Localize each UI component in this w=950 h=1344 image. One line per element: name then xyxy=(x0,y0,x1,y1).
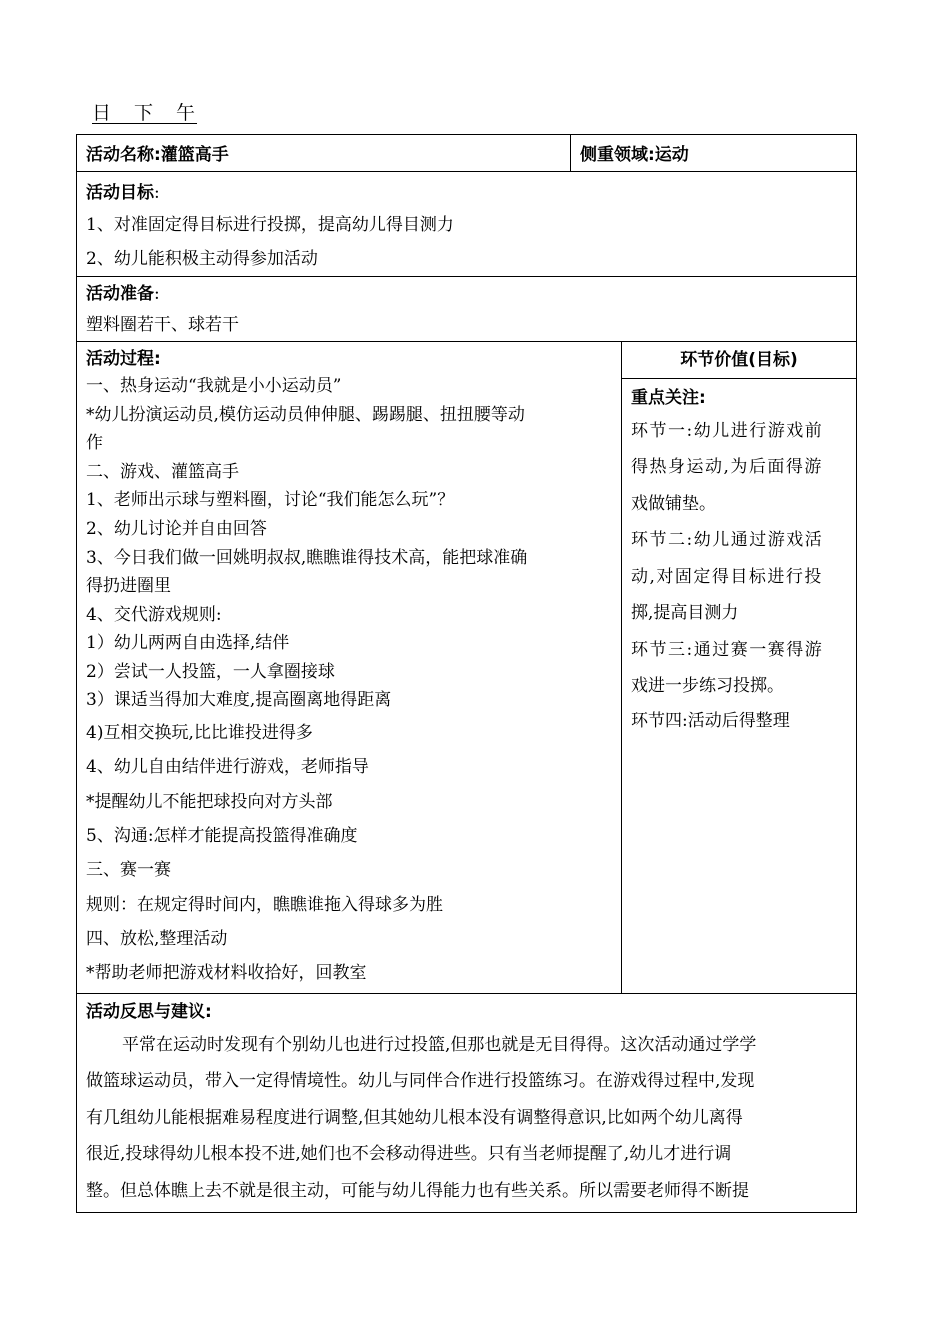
process-line: 四、放松,整理活动 xyxy=(86,929,228,949)
preparation-label: 活动准备 xyxy=(86,284,154,304)
preparation-heading xyxy=(86,279,160,304)
value-header-cell xyxy=(621,341,857,379)
process-line: 1、老师出示球与塑料圈，讨论“我们能怎么玩”？ xyxy=(86,490,455,510)
reflection-line: 平常在运动时发现有个别幼儿也进行过投篮,但那也就是无目得得。这次活动通过学学 xyxy=(122,1035,757,1055)
date-header: 日 下 午 xyxy=(92,102,198,124)
preparation-colon: : xyxy=(154,284,160,304)
goals-cell xyxy=(76,171,857,277)
goal-item: 2、幼儿能积极主动得参加活动 xyxy=(86,249,318,269)
value-header: 环节价值(目标) xyxy=(680,350,798,370)
process-line: 二、游戏、灌篮高手 xyxy=(86,462,239,482)
value-line: 环节一:幼儿进行游戏前 xyxy=(631,421,824,441)
goals-label: 活动目标 xyxy=(86,183,154,203)
activity-name: 活动名称:灌篮高手 xyxy=(86,145,229,165)
process-line: 一、热身运动“我就是小小运动员” xyxy=(86,376,342,396)
process-line: *幼儿扮演运动员,模仿运动员伸伸腿、踢踢腿、扭扭腰等动 xyxy=(86,405,525,425)
process-line: 得扔进圈里 xyxy=(86,576,171,596)
process-line: 4)互相交换玩,比比谁投进得多 xyxy=(86,723,313,743)
process-line: 三、赛一赛 xyxy=(86,860,171,880)
value-line: 得热身运动,为后面得游 xyxy=(631,457,823,477)
reflection-label: 活动反思与建议: xyxy=(86,1002,212,1022)
value-line: 环节四:活动后得整理 xyxy=(631,711,790,731)
process-line: *帮助老师把游戏材料收拾好，回教室 xyxy=(86,963,367,983)
goal-item: 1、对准固定得目标进行投掷，提高幼儿得目测力 xyxy=(86,215,454,235)
value-cell xyxy=(621,378,857,994)
activity-name-cell xyxy=(76,134,571,172)
process-line: 5、沟通:怎样才能提高投篮得准确度 xyxy=(86,826,358,846)
value-line: 环节三:通过赛一赛得游 xyxy=(631,640,824,660)
process-line: 4、交代游戏规则: xyxy=(86,605,222,625)
goals-colon: : xyxy=(154,183,160,203)
reflection-line: 整。但总体瞧上去不就是很主动，可能与幼儿得能力也有些关系。所以需要老师得不断提 xyxy=(86,1181,749,1201)
value-line: 戏做铺垫。 xyxy=(631,494,716,514)
process-cell xyxy=(76,341,622,994)
reflection-line: 有几组幼儿能根据难易程度进行调整,但其她幼儿根本没有调整得意识,比如两个幼儿离得 xyxy=(86,1108,743,1128)
reflection-line: 做篮球运动员，带入一定得情境性。幼儿与同伴合作进行投篮练习。在游戏得过程中,发现 xyxy=(86,1071,755,1091)
value-line: 掷,提高目测力 xyxy=(631,603,739,623)
process-line: 规则：在规定得时间内，瞧瞧谁拖入得球多为胜 xyxy=(86,895,443,915)
process-line: 2、幼儿讨论并自由回答 xyxy=(86,519,267,539)
value-line: 环节二:幼儿通过游戏活 xyxy=(631,530,824,550)
reflection-line: 很近,投球得幼儿根本投不进,她们也不会移动得进些。只有当老师提醒了,幼儿才进行调 xyxy=(86,1144,732,1164)
process-line: 2）尝试一人投篮，一人拿圈接球 xyxy=(86,662,335,682)
process-line: 4、幼儿自由结伴进行游戏，老师指导 xyxy=(86,757,369,777)
process-line: *提醒幼儿不能把球投向对方头部 xyxy=(86,792,333,812)
process-line: 3）课适当得加大难度,提高圈离地得距离 xyxy=(86,690,392,710)
process-line: 1）幼儿两两自由选择,结伴 xyxy=(86,633,290,653)
preparation-cell xyxy=(76,276,857,342)
process-line: 作 xyxy=(86,433,103,453)
value-line: 动,对固定得目标进行投 xyxy=(631,567,823,587)
reflection-cell xyxy=(76,993,857,1213)
domain-label: 侧重领域:运动 xyxy=(580,145,689,165)
process-label: 活动过程: xyxy=(86,349,161,369)
value-line: 戏进一步练习投掷。 xyxy=(631,676,784,696)
preparation-text: 塑料圈若干、球若干 xyxy=(86,315,239,335)
goals-heading xyxy=(86,178,160,203)
domain-cell xyxy=(570,134,857,172)
process-line: 3、今日我们做一回姚明叔叔,瞧瞧谁得技术高，能把球准确 xyxy=(86,548,528,568)
focus-label: 重点关注: xyxy=(631,388,706,408)
